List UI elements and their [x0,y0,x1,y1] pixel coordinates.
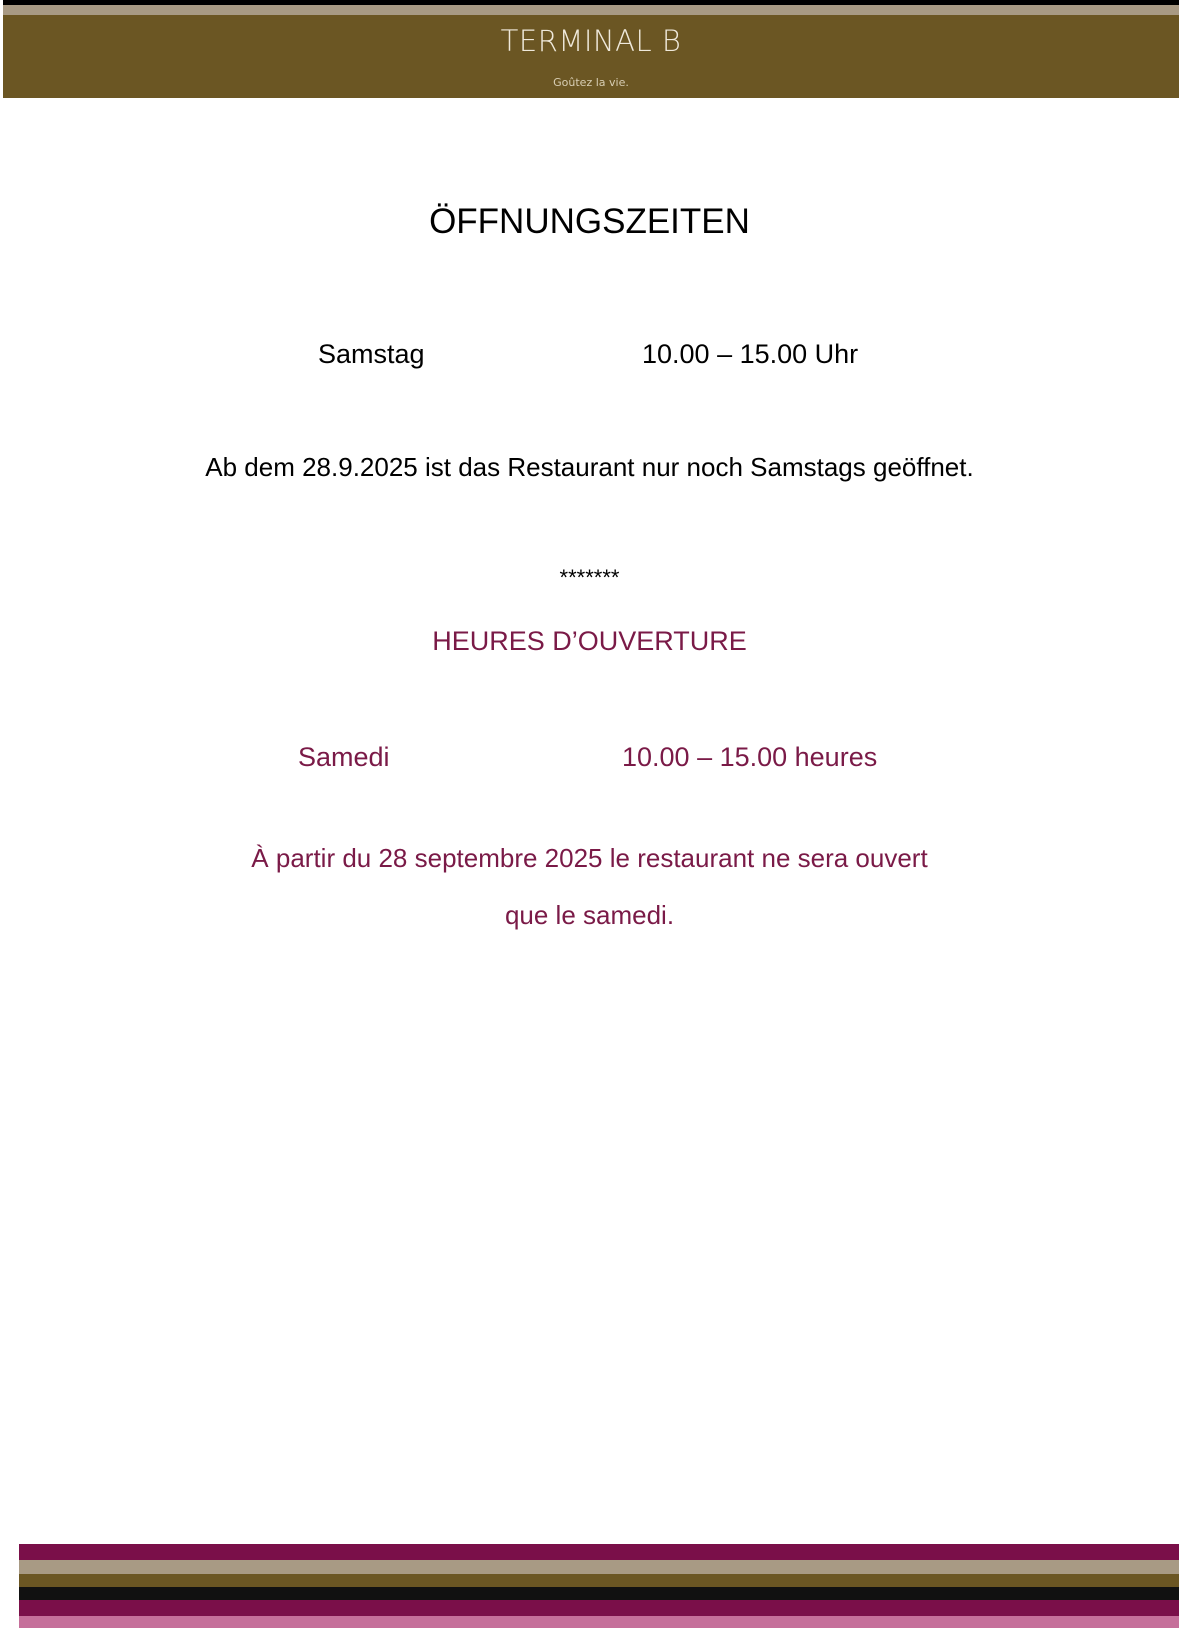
footer-stripe [19,1560,1179,1574]
german-day-label: Samstag [318,339,425,369]
footer-stripes [19,1544,1179,1628]
footer-stripe [19,1616,1179,1628]
french-notice-line-1: À partir du 28 septembre 2025 le restaurant ne sera ouvert [251,843,928,873]
french-heading: HEURES D’OUVERTURE [432,626,747,656]
footer-stripe [19,1600,1179,1616]
german-notice: Ab dem 28.9.2025 ist das Restaurant nur noch Samstags geöffnet. [205,452,974,482]
footer-stripe [19,1544,1179,1560]
section-separator: ******* [559,565,620,590]
brand-logo-text: TERMINAL B [500,24,682,58]
french-notice-line-2: que le samedi. [504,900,675,930]
french-hours-value: 10.00 – 15.00 heures [622,742,878,772]
footer-stripe [19,1587,1179,1600]
header-top-stripe [3,5,1179,15]
footer-stripe [19,1574,1179,1587]
brand-tagline: Goûtez la vie. [553,76,629,89]
german-heading: ÖFFNUNGSZEITEN [429,202,750,241]
site-header [3,0,1179,98]
french-day-label: Samedi [298,742,390,772]
german-hours-value: 10.00 – 15.00 Uhr [642,339,859,369]
